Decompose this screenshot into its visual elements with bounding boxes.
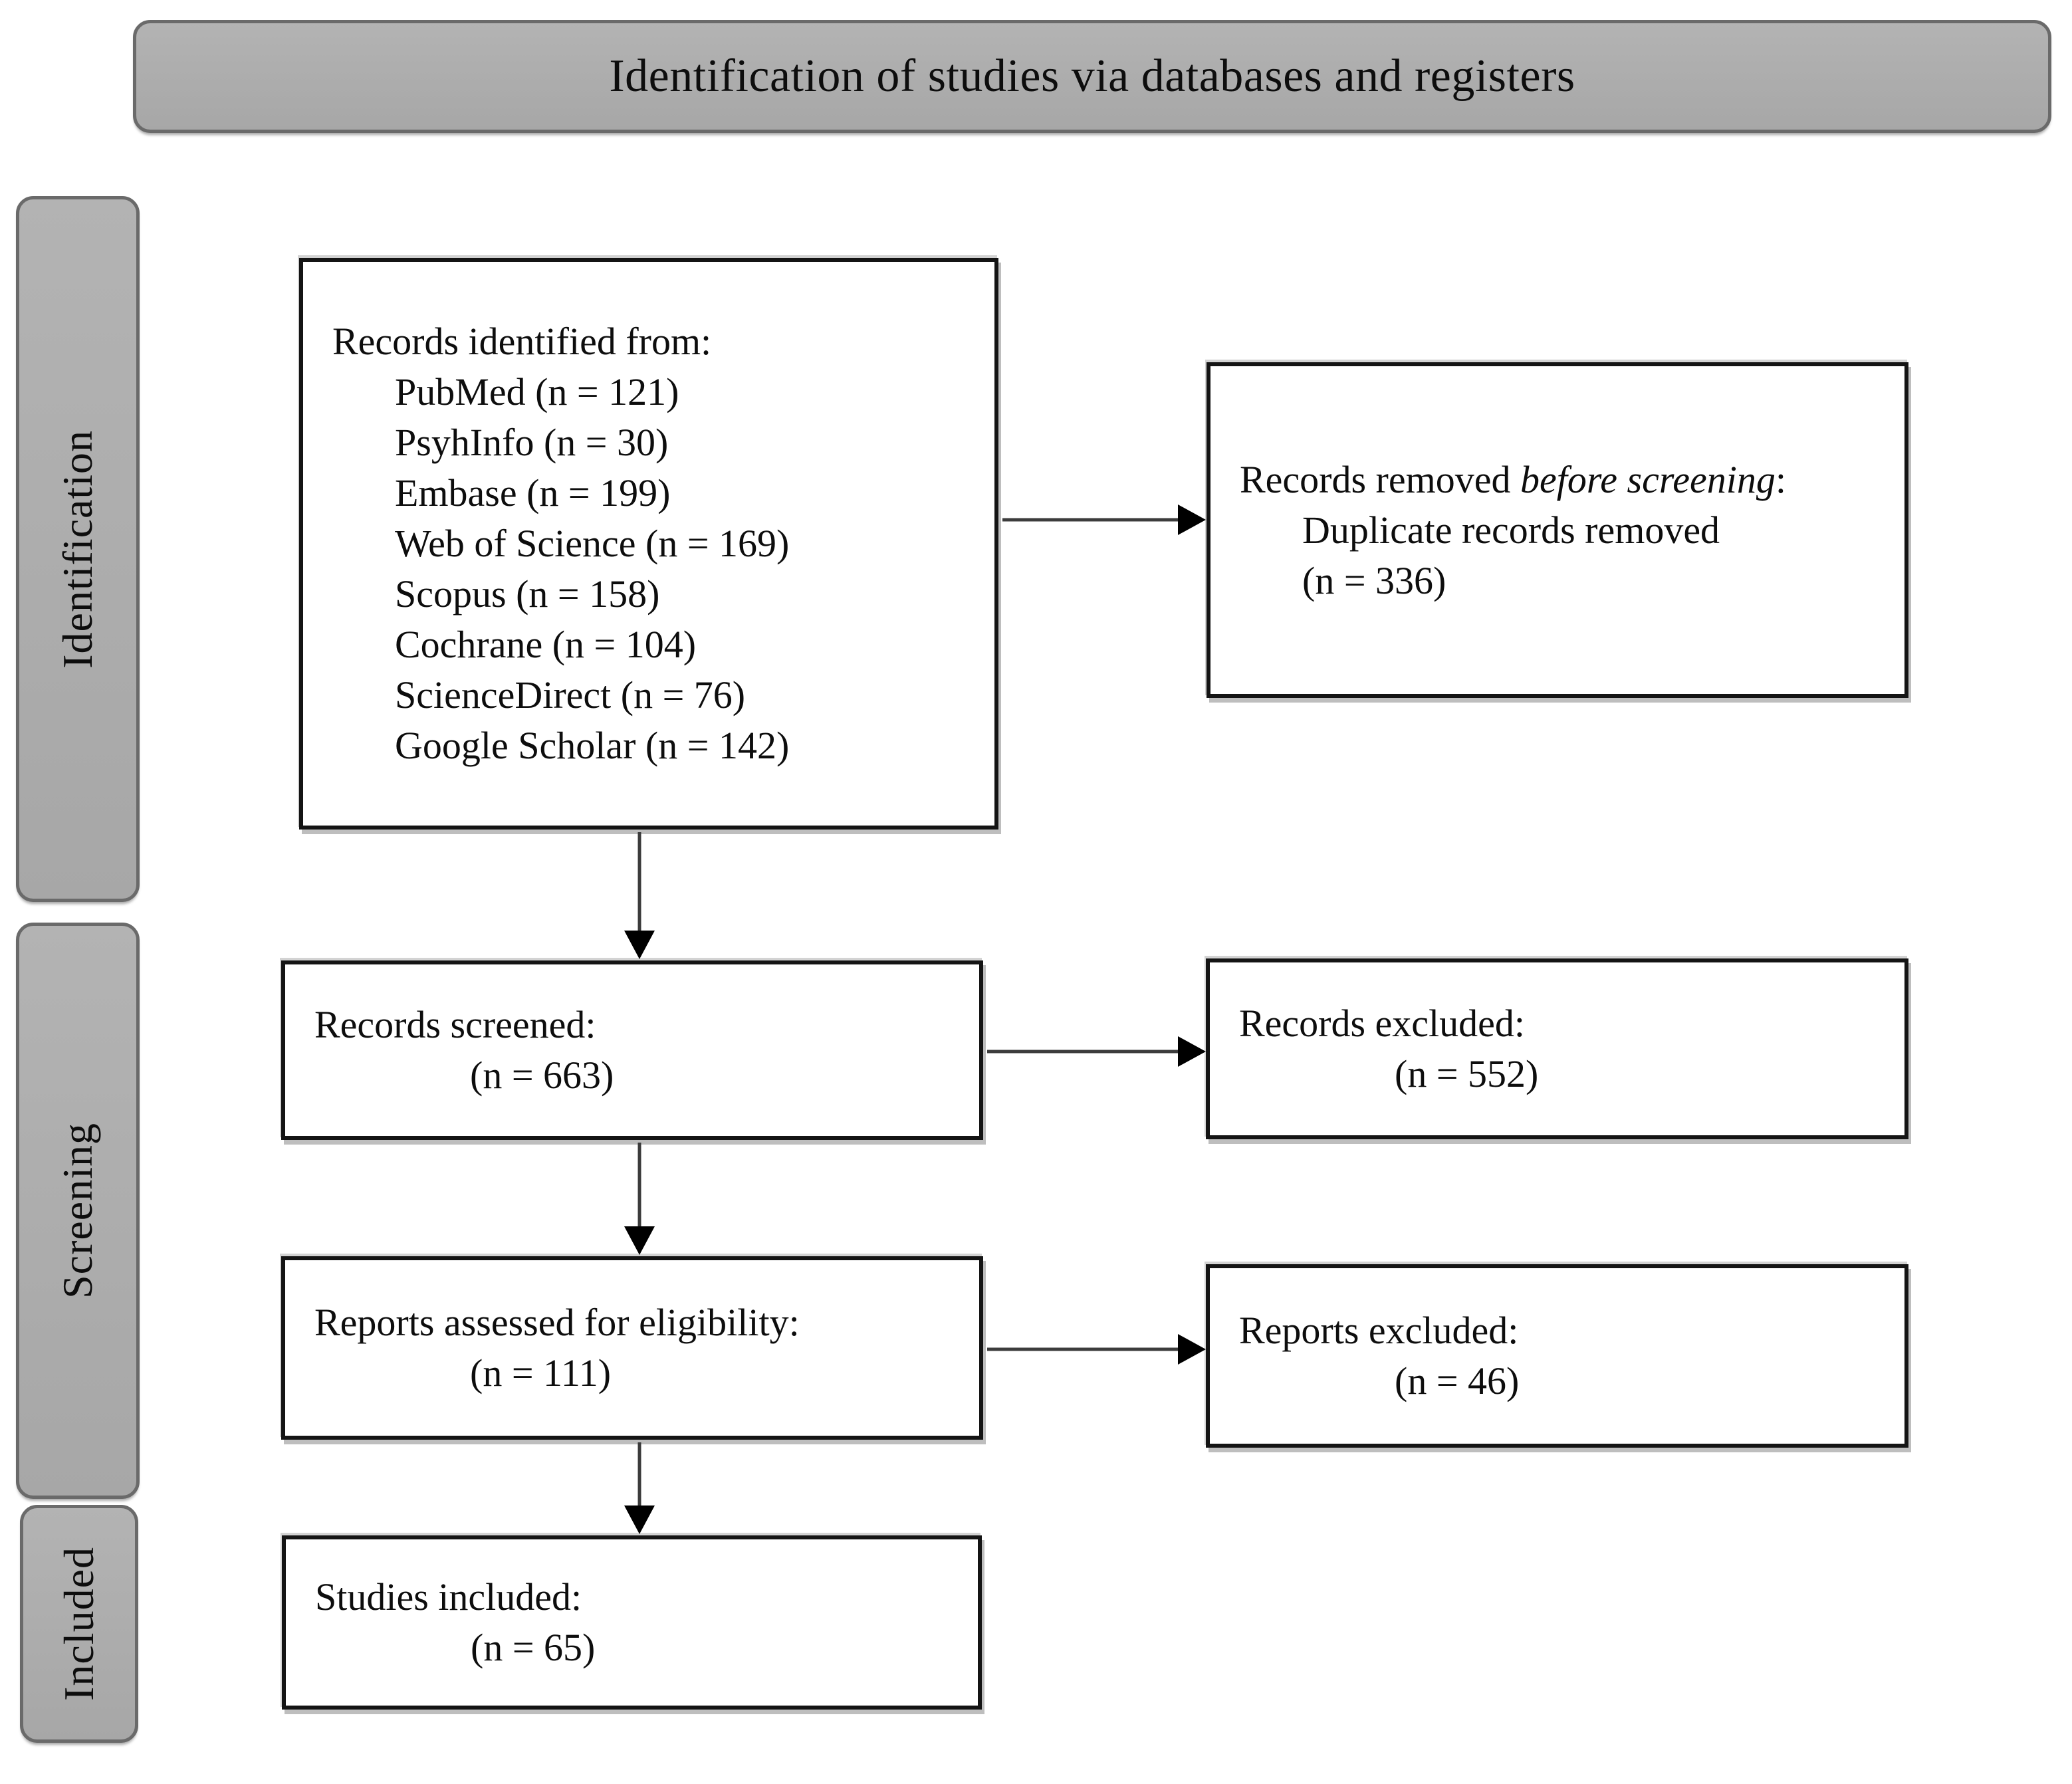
source-item-sciencedirect: ScienceDirect (n = 76)	[395, 673, 746, 717]
box-heading: Records excluded:	[1239, 1002, 1526, 1045]
box-heading: Studies included:	[315, 1575, 582, 1618]
arrow-screened-to-assessed	[624, 1143, 655, 1255]
box-count: (n = 552)	[1395, 1052, 1539, 1095]
arrow-screened-to-excluded	[987, 1036, 1206, 1067]
heading-italic: before screening	[1520, 457, 1776, 501]
heading-suffix: :	[1775, 457, 1786, 501]
title-banner	[133, 20, 2051, 133]
stage-band-included	[20, 1505, 138, 1743]
box-records-removed	[1207, 362, 1908, 698]
box-records-screened	[281, 960, 983, 1140]
stage-label-identification: Identification	[54, 429, 101, 669]
box-records-excluded	[1206, 958, 1908, 1139]
source-item-pubmed: PubMed (n = 121)	[395, 370, 679, 413]
arrow-assessed-to-included	[624, 1442, 655, 1534]
box-count: (n = 65)	[471, 1626, 596, 1669]
box-reports-excluded	[1206, 1264, 1908, 1448]
box-heading: Records screened:	[314, 1003, 596, 1046]
stage-label-included: Included	[55, 1547, 102, 1701]
box-count: (n = 663)	[470, 1054, 614, 1097]
removal-count: (n = 336)	[1302, 558, 1446, 602]
source-item-web-of-science: Web of Science (n = 169)	[395, 522, 790, 565]
stage-label-screening: Screening	[54, 1123, 101, 1299]
source-item-google-scholar: Google Scholar (n = 142)	[395, 724, 790, 767]
source-item-scopus: Scopus (n = 158)	[395, 572, 660, 615]
box-count: (n = 46)	[1395, 1359, 1520, 1402]
box-heading: Records identified from:	[332, 320, 712, 363]
box-records-identified	[299, 258, 998, 830]
arrow-identified-to-screened	[624, 832, 655, 959]
box-reports-assessed	[281, 1256, 983, 1440]
source-item-embase: Embase (n = 199)	[395, 471, 671, 514]
box-heading	[1240, 455, 1891, 505]
heading-prefix: Records removed	[1240, 457, 1520, 501]
box-studies-included	[282, 1535, 982, 1710]
source-item-cochrane: Cochrane (n = 104)	[395, 623, 697, 666]
box-heading: Reports assessed for eligibility:	[314, 1301, 800, 1344]
box-count: (n = 111)	[470, 1351, 612, 1394]
arrow-assessed-to-excluded	[987, 1334, 1206, 1365]
source-item-psyhinfo: PsyhInfo (n = 30)	[395, 421, 669, 464]
stage-band-identification	[16, 196, 140, 902]
removal-reason: Duplicate records removed	[1302, 508, 1720, 552]
arrow-identified-to-removed	[1002, 504, 1206, 535]
stage-band-screening	[16, 923, 140, 1499]
diagram-title: Identification of studies via databases and registers	[609, 51, 1575, 102]
box-heading: Reports excluded:	[1239, 1309, 1519, 1352]
